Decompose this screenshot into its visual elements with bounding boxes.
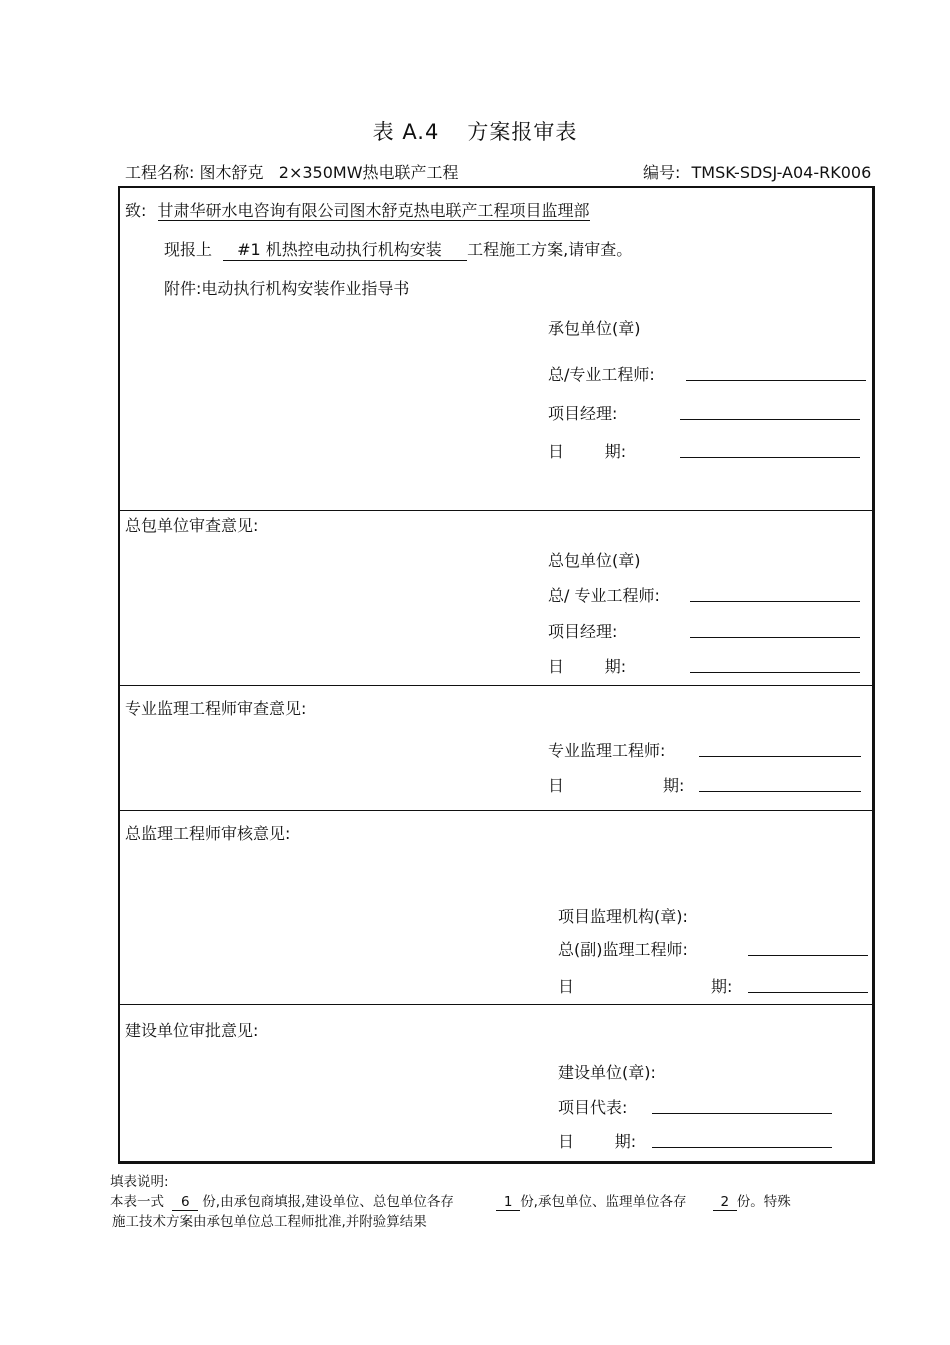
copies-contractor: 2 bbox=[713, 1194, 737, 1211]
supervisor-engineer-label: 专业监理工程师: bbox=[548, 741, 666, 760]
notes-line-2: 施工技术方案由承包单位总工程师批准,并附验算结果 bbox=[112, 1214, 427, 1230]
engineer-label: 总/专业工程师: bbox=[548, 365, 655, 384]
owner-date-label: 日 期: bbox=[558, 1132, 637, 1151]
project-name: 图木舒克 2×350MW热电联产工程 bbox=[199, 163, 459, 182]
notes-line-1 bbox=[110, 1190, 791, 1211]
date-label: 日 期: bbox=[548, 442, 627, 461]
copies-total: 6 bbox=[172, 1194, 198, 1211]
supervisor-signature-line[interactable] bbox=[699, 740, 861, 757]
form-name: 方案报审表 bbox=[467, 120, 578, 144]
owner-date-line[interactable] bbox=[652, 1131, 832, 1148]
supervisor-date-left: 日 bbox=[548, 776, 565, 795]
number-value: TMSK-SDSJ-A04-RK006 bbox=[691, 163, 872, 182]
supervision-org-label: 项目监理机构(章): bbox=[558, 907, 688, 926]
owner-seal-label: 建设单位(章): bbox=[558, 1063, 656, 1082]
number-label: 编号: bbox=[643, 163, 681, 182]
notes-text: 份,承包单位、监理单位各存 bbox=[520, 1194, 687, 1210]
divider bbox=[120, 510, 872, 511]
chief-date-line[interactable] bbox=[748, 976, 868, 993]
gc-date-line[interactable] bbox=[690, 656, 860, 673]
gc-engineer-label: 总/ 专业工程师: bbox=[548, 586, 660, 605]
attachment: 附件:电动执行机构安装作业指导书 bbox=[164, 279, 410, 298]
form-code: 表 A.4 bbox=[372, 120, 440, 144]
owner-rep-signature-line[interactable] bbox=[652, 1097, 832, 1114]
supervisor-date-right: 期: bbox=[663, 776, 685, 795]
report-line bbox=[164, 237, 632, 261]
report-suffix: 工程施工方案,请审查。 bbox=[467, 240, 633, 259]
notes-text: 份。特殊 bbox=[736, 1194, 791, 1210]
to-label: 致: bbox=[125, 201, 147, 220]
addressee-line bbox=[125, 198, 590, 221]
engineer-signature-line[interactable] bbox=[686, 364, 866, 381]
supervisor-heading: 专业监理工程师审查意见: bbox=[125, 699, 307, 718]
chief-date-left: 日 bbox=[558, 977, 575, 996]
project-label: 工程名称: bbox=[125, 163, 195, 182]
owner-rep-label: 项目代表: bbox=[558, 1098, 628, 1117]
gc-date-label: 日 期: bbox=[548, 657, 627, 676]
gc-seal-label: 总包单位(章) bbox=[548, 551, 641, 570]
owner-heading: 建设单位审批意见: bbox=[125, 1021, 259, 1040]
number-line bbox=[643, 160, 871, 183]
chief-engineer-label: 总(副)监理工程师: bbox=[558, 940, 688, 959]
divider bbox=[120, 810, 872, 811]
notes-text: 本表一式 bbox=[110, 1194, 164, 1210]
notes-text: 份,由承包商填报,建设单位、总包单位各存 bbox=[202, 1194, 454, 1210]
project-line bbox=[125, 160, 459, 183]
divider bbox=[120, 685, 872, 686]
manager-label: 项目经理: bbox=[548, 404, 618, 423]
date-line[interactable] bbox=[680, 441, 860, 458]
contractor-seal-label: 承包单位(章) bbox=[548, 319, 641, 338]
general-contractor-heading: 总包单位审查意见: bbox=[125, 516, 259, 535]
chief-signature-line[interactable] bbox=[748, 939, 868, 956]
gc-engineer-signature-line[interactable] bbox=[690, 585, 860, 602]
addressee: 甘肃华研水电咨询有限公司图木舒克热电联产工程项目监理部 bbox=[157, 201, 590, 220]
form-title bbox=[0, 116, 950, 146]
chief-supervisor-heading: 总监理工程师审核意见: bbox=[125, 824, 291, 843]
supervisor-date-line[interactable] bbox=[699, 775, 861, 792]
chief-date-right: 期: bbox=[711, 977, 733, 996]
gc-manager-label: 项目经理: bbox=[548, 622, 618, 641]
manager-signature-line[interactable] bbox=[680, 403, 860, 420]
notes-heading: 填表说明: bbox=[110, 1174, 169, 1190]
report-item: #1 机热控电动执行机构安装 bbox=[223, 237, 467, 261]
copies-owner: 1 bbox=[496, 1194, 520, 1211]
report-prefix: 现报上 bbox=[164, 240, 213, 259]
gc-manager-signature-line[interactable] bbox=[690, 621, 860, 638]
divider bbox=[120, 1004, 872, 1005]
